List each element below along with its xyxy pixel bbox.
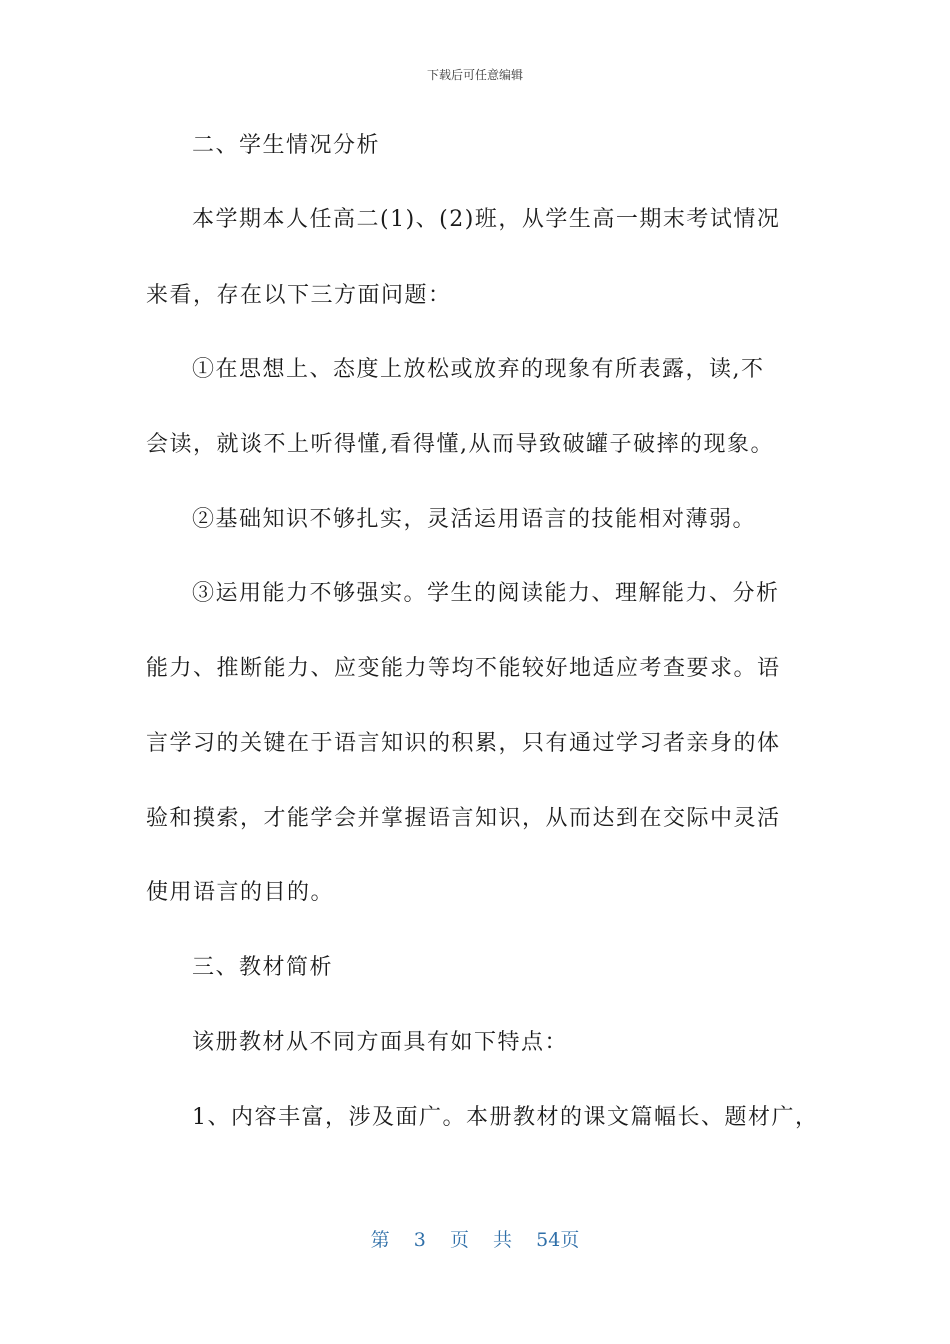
section-heading-textbook-analysis: 三、教材简析 [192,955,334,980]
body-line: 能力、推断能力、应变能力等均不能较好地适应考查要求。语 [146,656,781,681]
body-line: ③运用能力不够强实。学生的阅读能力、理解能力、分析 [192,581,780,606]
body-line: ①在思想上、态度上放松或放弃的现象有所表露，读,不 [192,357,765,382]
body-line: ②基础知识不够扎实，灵活运用语言的技能相对薄弱。 [192,507,757,532]
body-line: 1、内容丰富，涉及面广。本册教材的课文篇幅长、题材广， [192,1105,819,1130]
body-line: 该册教材从不同方面具有如下特点： [192,1030,569,1055]
footer-total-pages: 54页 [536,1229,580,1251]
page-header: 下载后可任意编辑 [426,68,523,82]
body-line: 本学期本人任高二(1)、(2)班，从学生高一期末考试情况 [192,207,781,232]
body-line: 会读，就谈不上听得懂,看得懂,从而导致破罐子破摔的现象。 [146,432,774,457]
footer-current-page: 3 [413,1229,426,1251]
body-line: 来看，存在以下三方面问题： [146,283,452,308]
section-heading-student-analysis: 二、学生情况分析 [192,133,381,158]
page-footer [0,1225,950,1252]
body-line: 言学习的关键在于语言知识的积累，只有通过学习者亲身的体 [146,731,781,756]
body-line: 使用语言的目的。 [146,880,335,905]
body-line: 验和摸索，才能学会并掌握语言知识，从而达到在交际中灵活 [146,806,781,831]
footer-gong: 共 [493,1229,513,1251]
footer-di: 第 [370,1229,390,1251]
footer-ye: 页 [449,1229,469,1251]
